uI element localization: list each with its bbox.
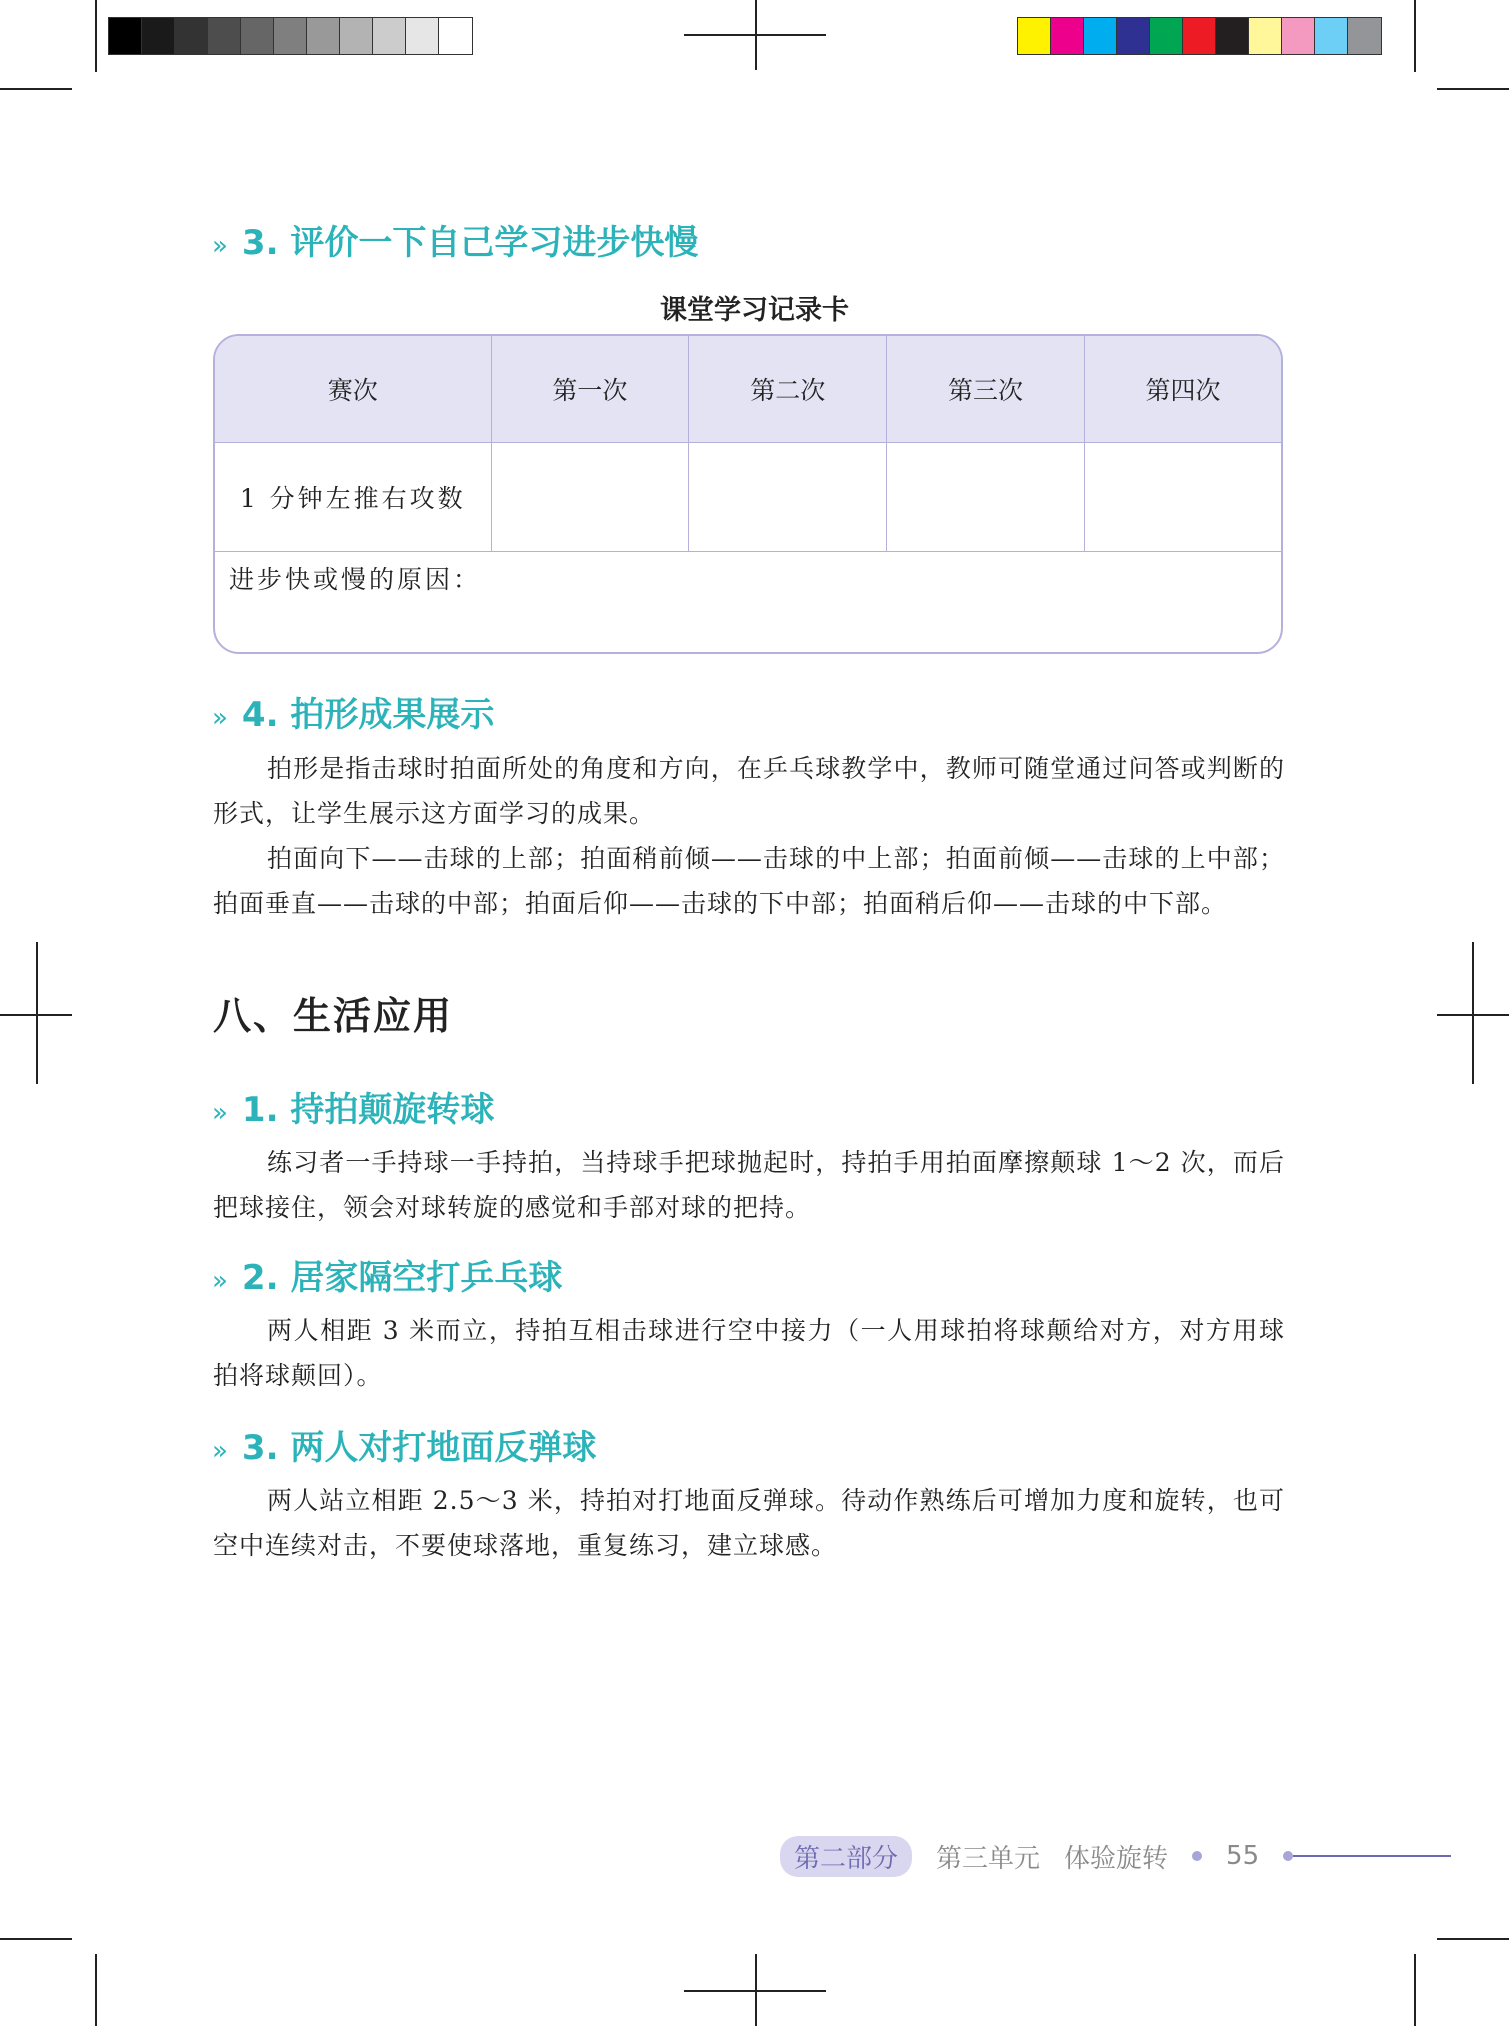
chevron-icon: »	[212, 1098, 228, 1128]
entry-cell-4[interactable]	[1084, 443, 1281, 552]
chevron-icon: »	[212, 1436, 228, 1466]
paragraph-bounce-spin: 练习者一手持球一手持拍，当持球手把球抛起时，持拍手用拍面摩擦颠球 1～2 次，而后把球接住，领会对球转旋的感觉和手部对球的把持。	[213, 1148, 1285, 1222]
footer-part-label: 第二部分	[780, 1836, 912, 1877]
chevron-icon: »	[212, 1266, 228, 1296]
heading-home-air-pingpong: » 2. 居家隔空打乒乓球	[212, 1258, 563, 1298]
gray-swatch-10	[406, 18, 439, 54]
gray-swatch-9	[373, 18, 406, 54]
process-color-bar	[1017, 17, 1382, 55]
heading-bounce-spin: » 1. 持拍颠旋转球	[212, 1090, 495, 1130]
section-title-life-application: 八、生活应用	[213, 993, 454, 1038]
grayscale-color-bar	[108, 17, 473, 55]
record-card-table	[213, 334, 1283, 654]
process-swatch-10	[1315, 18, 1348, 54]
gray-swatch-5	[241, 18, 274, 54]
heading-evaluate-progress: » 3. 评价一下自己学习进步快慢	[212, 223, 699, 263]
process-swatch-3	[1084, 18, 1117, 54]
paragraph-home-air-pingpong: 两人相距 3 米而立，持拍互相击球进行空中接力（一人用球拍将球颠给对方，对方用球拍将球颠回）。	[213, 1316, 1285, 1390]
table-header-row	[215, 336, 1281, 443]
entry-cell-1[interactable]	[491, 443, 689, 552]
process-swatch-9	[1282, 18, 1315, 54]
paragraph-racket-angles: 拍面向下——击球的上部；拍面稍前倾——击球的中上部；拍面前倾——击球的上中部；拍面垂直——击球的中部；拍面后仰——击球的下中部；拍面稍后仰——击球的中下部。	[213, 844, 1285, 918]
page-footer	[780, 1836, 1451, 1876]
paragraph-racket-shape-intro: 拍形是指击球时拍面所处的角度和方向，在乒乓球教学中，教师可随堂通过问答或判断的形式，让学生展示这方面学习的成果。	[213, 754, 1285, 828]
process-swatch-1	[1018, 18, 1051, 54]
footer-topic-label: 体验旋转	[1064, 1843, 1169, 1874]
footer-unit-label: 第三单元	[936, 1843, 1041, 1874]
footer-dot-icon	[1283, 1851, 1293, 1861]
entry-cell-2[interactable]	[689, 443, 887, 552]
table-row	[215, 443, 1281, 552]
row-label: 1 分钟左推右攻数	[215, 443, 491, 552]
gray-swatch-11	[439, 18, 472, 54]
process-swatch-5	[1150, 18, 1183, 54]
chevron-icon: »	[212, 231, 228, 261]
gray-swatch-8	[340, 18, 373, 54]
page-number: 55	[1226, 1841, 1260, 1871]
header-cell: 第二次	[689, 336, 887, 443]
gray-swatch-3	[175, 18, 208, 54]
gray-swatch-1	[109, 18, 142, 54]
gray-swatch-4	[208, 18, 241, 54]
reason-row	[215, 552, 1281, 655]
header-cell: 第三次	[887, 336, 1085, 443]
gray-swatch-7	[307, 18, 340, 54]
process-swatch-8	[1249, 18, 1282, 54]
entry-cell-3[interactable]	[887, 443, 1085, 552]
process-swatch-7	[1216, 18, 1249, 54]
header-cell: 赛次	[215, 336, 491, 443]
footer-dot-icon	[1192, 1851, 1202, 1861]
process-swatch-11	[1348, 18, 1381, 54]
chevron-icon: »	[212, 703, 228, 733]
card-title: 课堂学习记录卡	[660, 295, 849, 326]
heading-ground-bounce: » 3. 两人对打地面反弹球	[212, 1428, 597, 1468]
heading-racket-shape: » 4. 拍形成果展示	[212, 695, 495, 735]
gray-swatch-6	[274, 18, 307, 54]
process-swatch-4	[1117, 18, 1150, 54]
reason-field[interactable]: 进步快或慢的原因：	[215, 552, 1281, 655]
header-cell: 第四次	[1084, 336, 1281, 443]
paragraph-ground-bounce: 两人站立相距 2.5～3 米，持拍对打地面反弹球。待动作熟练后可增加力度和旋转，也可空中连续对击，不要使球落地，重复练习，建立球感。	[213, 1486, 1285, 1560]
header-cell: 第一次	[491, 336, 689, 443]
process-swatch-6	[1183, 18, 1216, 54]
footer-rule	[1293, 1855, 1451, 1857]
process-swatch-2	[1051, 18, 1084, 54]
gray-swatch-2	[142, 18, 175, 54]
